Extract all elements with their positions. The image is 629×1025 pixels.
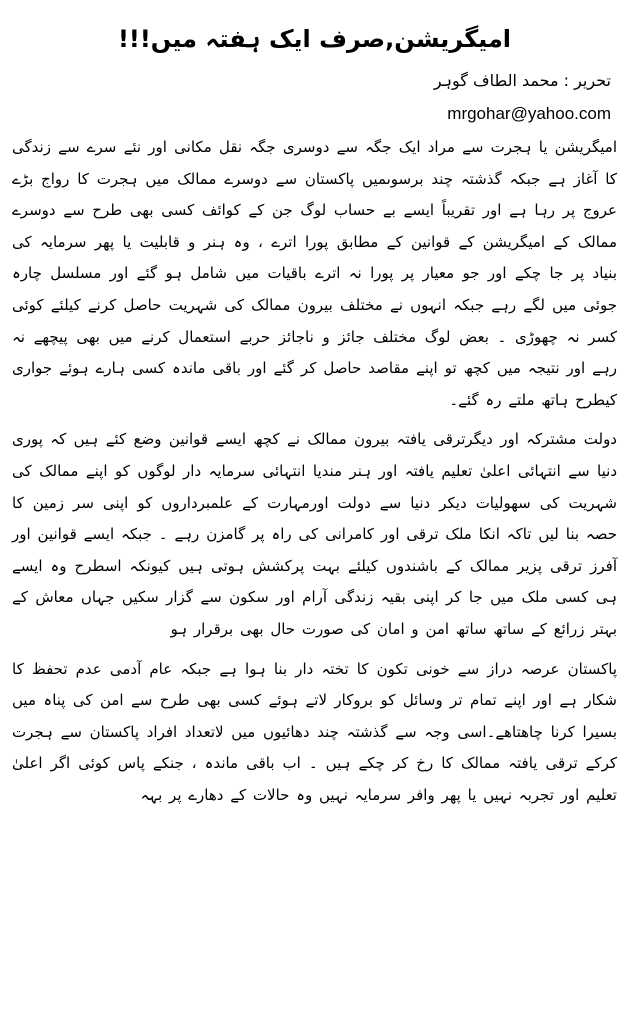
article-title: امیگریشن,صرف ایک ہفتہ میں!!! xyxy=(117,25,512,53)
author-email: mrgohar@yahoo.com xyxy=(447,104,611,123)
author-line: تحریر : محمد الطاف گوہر xyxy=(433,71,611,90)
article-paragraph-1: امیگریشن یا ہجرت سے مراد ایک جگہ سے دوسری جگہ نقل مکانی اور نئے سرے سے زندگی کا آغاز ہے جبکہ گذشتہ چند برسوںمیں پاکستان سے دوسرے ممالک میں ہجرت کا رواج بڑے عروج پر رہا ہے اور تقریباً ایسے بے حساب لوگ جن کے کوائف کسی بھی طرح سے دوسرے ممالک کے امیگریشن کے قوانین کے مطابق پورا اترے ، وہ ہنر و قابلیت یا پھر سرمایہ کی بنیاد پر جا چکے اور جو معیار پر پورا نہ اترے باقیات میں شامل ہو گئے اور مسلسل چارہ جوئی میں لگے رہے جبکہ انہوں نے مختلف بیرون ممالک کی شہریت حاصل کرنے کیلئے کوئی کسر نہ چھوڑی ۔ بعض لوگ مختلف جائز و ناجائز حربے استعمال کرنے میں بھی پیچھے نہ رہے اور نتیجہ میں کچھ تو اپنے مقاصد حاصل کر گئے اور باقی ماندہ کسی ہارے ہوئے جواری کیطرح ہاتھ ملتے رہ گئے۔ xyxy=(12,138,617,409)
article-paragraph-2: دولت مشترکہ اور دیگرترقی یافتہ بیرون ممالک نے کچھ ایسے قوانین وضع کئے ہیں کہ پوری دنیا سے انتہائی اعلیٰ تعلیم یافتہ اور ہنر مندیا انتہائی سرمایہ دار لوگوں کو اپنے ممالک کی شہریت کی سھولیات دیکر دنیا سے دولت اورمہارت کے علمبرداروں کو اپنی سر زمین کا حصہ بنا لیں تاکہ انکا ملک ترقی اور کامرانی کی راہ پر گامزن رہے ۔ جبکہ ایسے قوانین اور آفرز ترقی پزیر ممالک کے باشندوں کیلئے بہت پرکشش ہوتی ہیں کیونکہ اسطرح وہ ایسے ہی کسی ملک میں جا کر اپنی بقیہ زندگی آرام اور سکون سے گزار سکیں جہاں معاش کے بہتر زرائع کے ساتھ ساتھ امن و امان کی صورت حال بھی برقرار ہو xyxy=(12,430,617,638)
article-paragraph-3: پاکستان عرصہ دراز سے خونی تکون کا تختہ دار بنا ہوا ہے جبکہ عام آدمی عدم تحفظ کا شکار ہے اور اپنے تمام تر وسائل کو بروکار لاتے ہوئے کسی بھی طرح سے امن کی پناہ میں بسیرا کرنا چاھتاھے۔اسی وجہ سے گذشتہ چند دھائیوں میں لاتعداد افراد پاکستان سے ہجرت کرکے ترقی یافتہ ممالک کا رخ کر چکے ہیں ۔ اب باقی ماندہ ، جنکے پاس کوئی اگر اعلیٰ تعلیم اور تجربہ نہیں یا پھر وافر سرمایہ نہیں وہ حالات کے دھارے پر بہہ xyxy=(12,659,617,804)
